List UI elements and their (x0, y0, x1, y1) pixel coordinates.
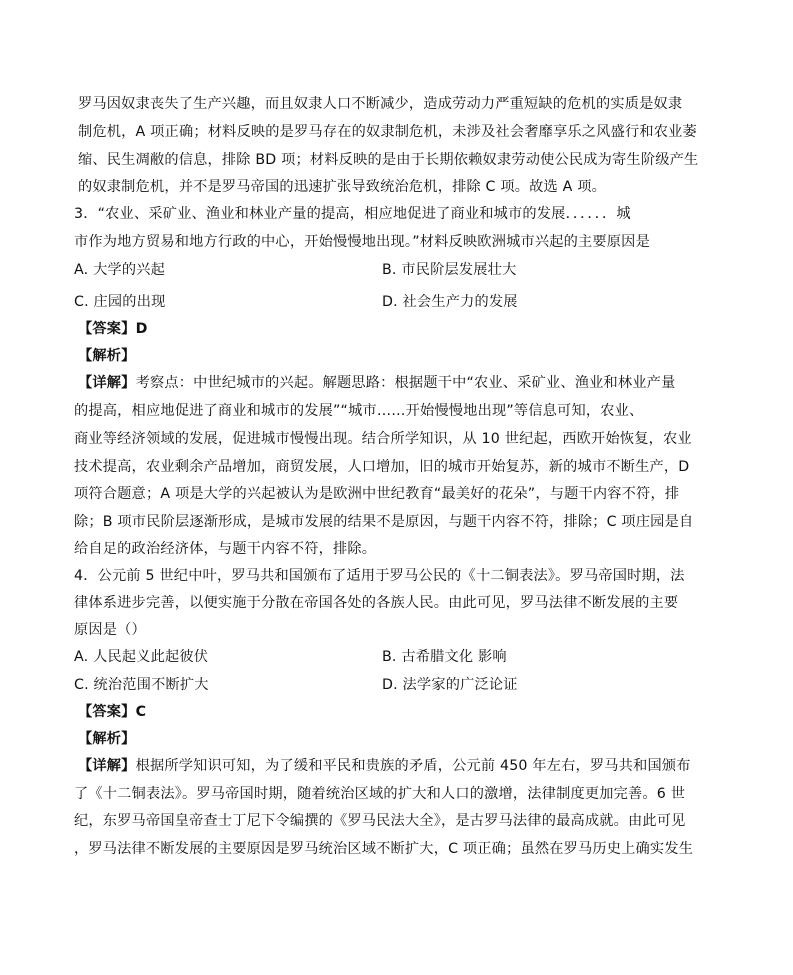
q4-detail-text-1: 根据所学知识可知，为了缓和平民和贵族的矛盾，公元前 450 年左右，罗马共和国颁布 (135, 758, 691, 774)
q3-analysis-label: 【解析】 (78, 348, 136, 364)
q3-detail-line-7: 给自足的政治经济体，与题干内容不符，排除。 (74, 541, 377, 557)
q4-option-a: A. 人民起义此起彼伏 (74, 649, 209, 665)
q2-analysis-line-2: 制危机，A 项正确；材料反映的是罗马存在的奴隶制危机，未涉及社会奢靡享乐之风盛行和农业萎 (78, 124, 697, 140)
q3-detail-label: 【详解】 (78, 375, 136, 391)
q3-stem-line-1: 3．“农业、采矿业、渔业和林业产量的提高，相应地促进了商业和城市的发展．．．．．．城 (74, 206, 631, 222)
q2-analysis-line-3: 缩、民生凋敝的信息，排除 BD 项；材料反映的是由于长期依赖奴隶劳动使公民成为寄生阶级产生 (78, 152, 699, 168)
q3-detail-line-3: 商业等经济领域的发展，促进城市慢慢出现。结合所学知识，从 10 世纪起，西欧开始恢复，农业 (74, 431, 692, 447)
q3-detail-line-6: 除；B 项市民阶层逐渐形成，是城市发展的结果不是原因，与题干内容不符，排除；C 项庄园是自 (74, 514, 694, 530)
q3-stem-line-2: 市作为地方贸易和地方行政的中心，开始慢慢地出现。”材料反映欧洲城市兴起的主要原因是 (74, 234, 650, 250)
q3-option-d: D. 社会生产力的发展 (382, 294, 518, 310)
q3-answer-label: 【答案】 (78, 321, 136, 337)
q4-stem-line-2: 律体系进步完善，以便实施于分散在帝国各处的各族人民。由此可见，罗马法律不断发展的主要 (74, 595, 679, 611)
q4-answer-value: C (135, 704, 147, 720)
q4-stem-line-3: 原因是（） (74, 622, 146, 638)
q4-detail-label: 【详解】 (78, 758, 136, 774)
q3-detail-line-4: 技术提高，农业剩余产品增加，商贸发展，人口增加，旧的城市开始复苏，新的城市不断生产，D (74, 459, 690, 475)
q3-detail-line-2: 的提高，相应地促进了商业和城市的发展”“城市……开始慢慢地出现”等信息可知，农业、 (74, 403, 644, 419)
q4-detail-line-2: 了《十二铜表法》。罗马帝国时期，随着统治区域的扩大和人口的激增，法律制度更加完善。6 世 (74, 786, 686, 802)
q2-analysis-line-4: 的奴隶制危机，并不是罗马帝国的迅速扩张导致统治危机，排除 C 项。故选 A 项。 (78, 179, 607, 195)
q3-option-c: C. 庄园的出现 (74, 294, 166, 310)
q4-analysis-label: 【解析】 (78, 731, 136, 747)
q4-detail-line-4: ，罗马法律不断发展的主要原因是罗马统治区域不断扩大，C 项正确；虽然在罗马历史上确实发生 (74, 841, 694, 857)
q4-detail-line-1 (78, 756, 691, 776)
q3-option-b: B. 市民阶层发展壮大 (382, 262, 517, 278)
q4-stem-line-1: 4．公元前 5 世纪中叶，罗马共和国颁布了适用于罗马公民的《十二铜表法》。罗马帝国时期，法 (74, 568, 685, 584)
q3-answer (78, 319, 148, 339)
q3-detail-line-1 (78, 373, 675, 393)
q4-option-b: B. 古希腊文化 影响 (382, 649, 507, 665)
q4-answer (78, 702, 146, 722)
q3-detail-text-1: 考察点：中世纪城市的兴起。解题思路：根据题干中“农业、采矿业、渔业和林业产量 (135, 375, 676, 391)
q3-detail-line-5: 项符合题意；A 项是大学的兴起被认为是欧洲中世纪教育“最美好的花朵”，与题干内容不符，排 (74, 486, 680, 502)
q4-detail-line-3: 纪，东罗马帝国皇帝查士丁尼下令编撰的《罗马民法大全》，是古罗马法律的最高成就。由此可见 (74, 813, 686, 829)
q2-analysis-line-1: 罗马因奴隶丧失了生产兴趣，而且奴隶人口不断减少，造成劳动力严重短缺的危机的实质是奴隶 (78, 96, 683, 112)
q4-answer-label: 【答案】 (78, 704, 136, 720)
q3-answer-value: D (135, 321, 148, 337)
q4-option-d: D. 法学家的广泛论证 (382, 677, 518, 693)
q3-option-a: A. 大学的兴起 (74, 262, 166, 278)
q4-option-c: C. 统治范围不断扩大 (74, 677, 209, 693)
